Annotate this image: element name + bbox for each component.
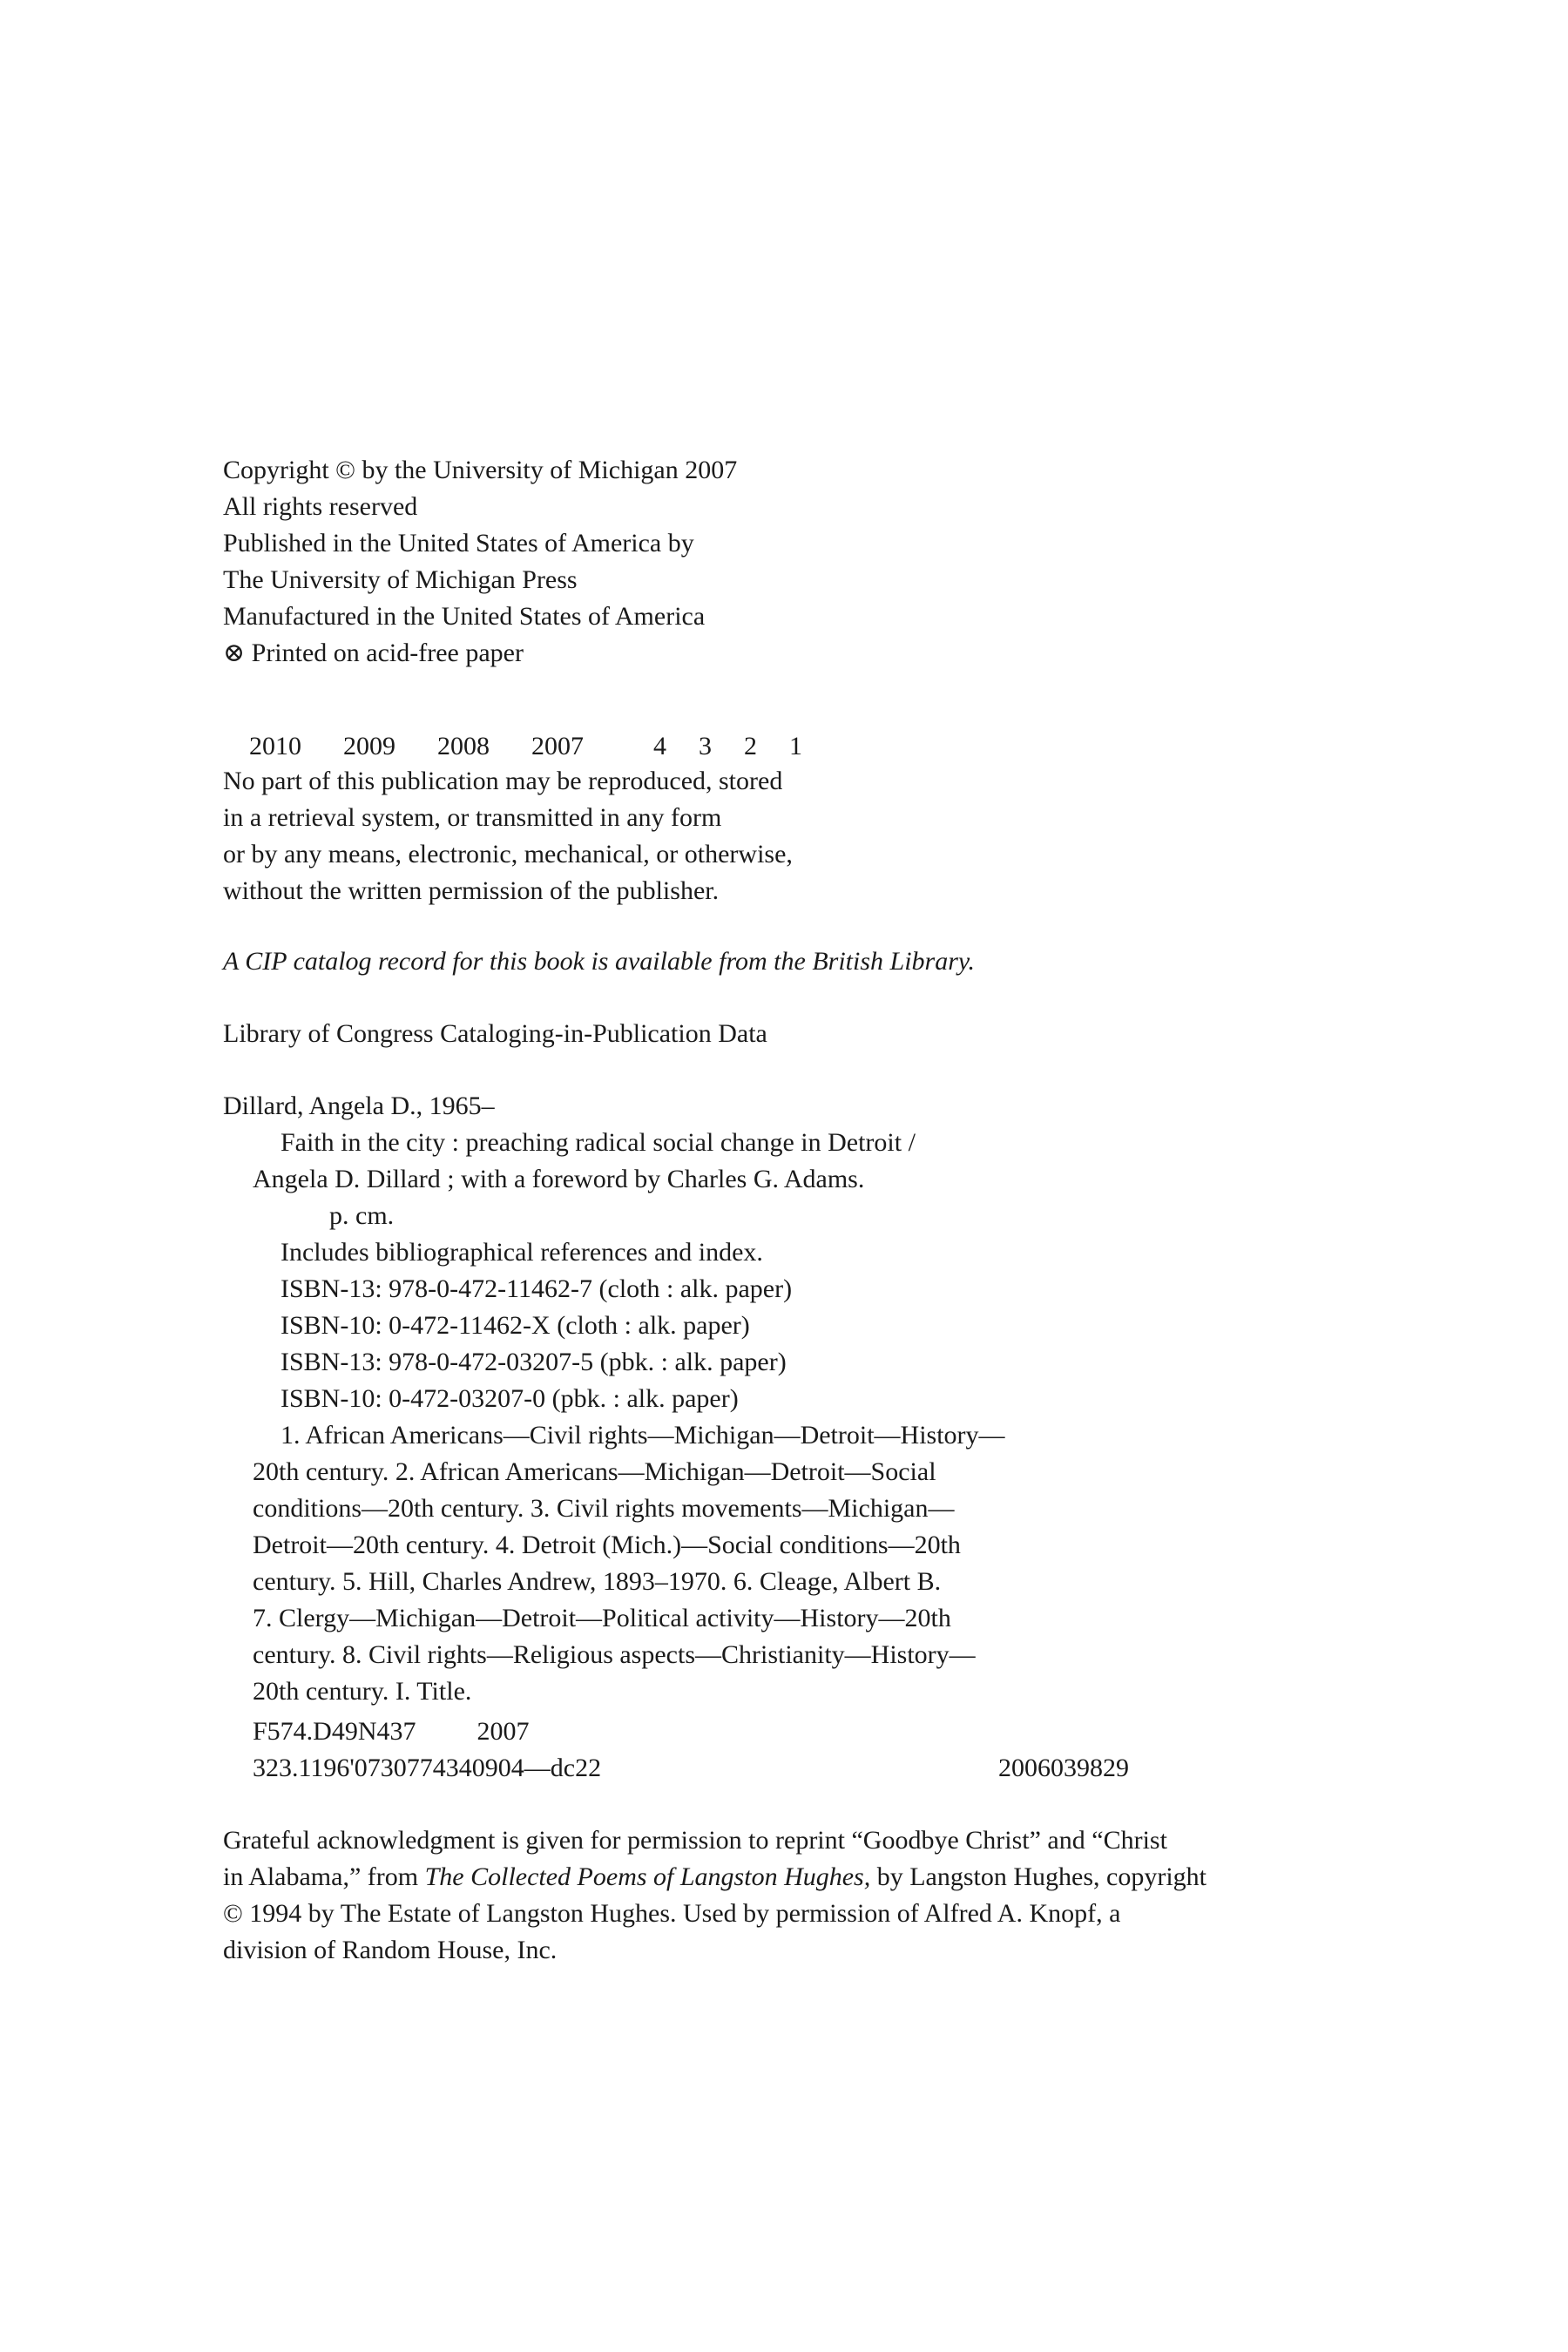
book-title: The Collected Poems of Langston Hughes, (424, 1862, 871, 1891)
catalog-physical-description: p. cm. (329, 1201, 395, 1230)
impression-number: 2 (744, 732, 757, 760)
catalog-subject-line: Detroit—20th century. 4. Detroit (Mich.)—Social conditions—20th (253, 1531, 961, 1559)
print-year: 2007 (531, 732, 584, 760)
lccn: 2006039829 (998, 1754, 1129, 1782)
catalog-author: Dillard, Angela D., 1965– (223, 1092, 495, 1120)
acknowledgment-line: © 1994 by The Estate of Langston Hughes. Used by permission of Alfred A. Knopf, a (223, 1899, 1121, 1928)
catalog-subject-line: 1. African Americans—Civil rights—Michigan—Detroit—History— (280, 1421, 1005, 1450)
catalog-subject-line: 7. Clergy—Michigan—Detroit—Political activity—History—20th (253, 1604, 951, 1632)
catalog-isbn: ISBN-10: 0-472-11462-X (cloth : alk. paper) (280, 1311, 750, 1340)
catalog-subject-line: 20th century. 2. African Americans—Michigan—Detroit—Social (253, 1457, 936, 1486)
acid-free-paper-line: ⊗ Printed on acid-free paper (223, 639, 524, 667)
lc-call-number: F574.D49N437 (253, 1717, 416, 1746)
print-year: 2009 (343, 732, 395, 760)
copyright-line: Copyright © by the University of Michigan 2007 (223, 456, 738, 484)
acknowledgment-text: in Alabama,” from (223, 1862, 425, 1891)
rights-notice-line: or by any means, electronic, mechanical, or otherwise, (223, 840, 793, 868)
acknowledgment-line (223, 1859, 1206, 1896)
lc-call-number-row (253, 1713, 1129, 1750)
cataloging-data (223, 1088, 1005, 1710)
acknowledgment-text: by Langston Hughes, copyright (870, 1862, 1207, 1891)
catalog-isbn: ISBN-13: 978-0-472-03207-5 (pbk. : alk. paper) (280, 1348, 787, 1376)
catalog-isbn: ISBN-10: 0-472-03207-0 (pbk. : alk. paper) (280, 1384, 739, 1413)
print-year: 2010 (249, 732, 301, 760)
dewey-row (253, 1750, 1129, 1787)
impression-number: 4 (653, 732, 666, 760)
catalog-notes: Includes bibliographical references and index. (280, 1238, 763, 1267)
lc-call-number-group (253, 1713, 530, 1750)
catalog-isbn: ISBN-13: 978-0-472-11462-7 (cloth : alk. paper) (280, 1274, 793, 1303)
dewey-number: 323.1196'0730774340904—dc22 (253, 1754, 602, 1782)
acknowledgment-line: division of Random House, Inc. (223, 1936, 558, 1964)
rights-notice-line: No part of this publication may be reproduced, stored (223, 767, 783, 795)
print-year: 2008 (437, 732, 490, 760)
call-numbers (253, 1713, 1129, 1787)
rights-notice (223, 763, 793, 909)
catalog-subject-line: conditions—20th century. 3. Civil rights movements—Michigan— (253, 1494, 955, 1523)
catalog-title: Faith in the city : preaching radical social change in Detroit / (280, 1128, 916, 1157)
lc-call-year: 2007 (476, 1717, 530, 1746)
published-by-line: Published in the United States of America by (223, 529, 694, 558)
catalog-title-continued: Angela D. Dillard ; with a foreword by Charles G. Adams. (253, 1165, 865, 1193)
publisher-name-line: The University of Michigan Press (223, 565, 578, 594)
catalog-subject-line: century. 5. Hill, Charles Andrew, 1893–1970. 6. Cleage, Albert B. (253, 1567, 942, 1596)
catalog-subject-line: 20th century. I. Title. (253, 1677, 472, 1706)
acknowledgment-line: Grateful acknowledgment is given for permission to reprint “Goodbye Christ” and “Christ (223, 1826, 1167, 1855)
manufactured-line: Manufactured in the United States of America (223, 602, 706, 631)
impression-number: 1 (789, 732, 802, 760)
cip-british-library: A CIP catalog record for this book is available from the British Library. (223, 947, 976, 976)
impression-number: 3 (699, 732, 712, 760)
rights-reserved-line: All rights reserved (223, 492, 418, 521)
rights-notice-line: in a retrieval system, or transmitted in any form (223, 803, 722, 832)
copyright-block (223, 452, 737, 672)
catalog-subject-line: century. 8. Civil rights—Religious aspects—Christianity—History— (253, 1640, 976, 1669)
acknowledgment (223, 1822, 1206, 1969)
loc-cip-heading: Library of Congress Cataloging-in-Publication Data (223, 1019, 767, 1048)
rights-notice-line: without the written permission of the publisher. (223, 876, 720, 905)
